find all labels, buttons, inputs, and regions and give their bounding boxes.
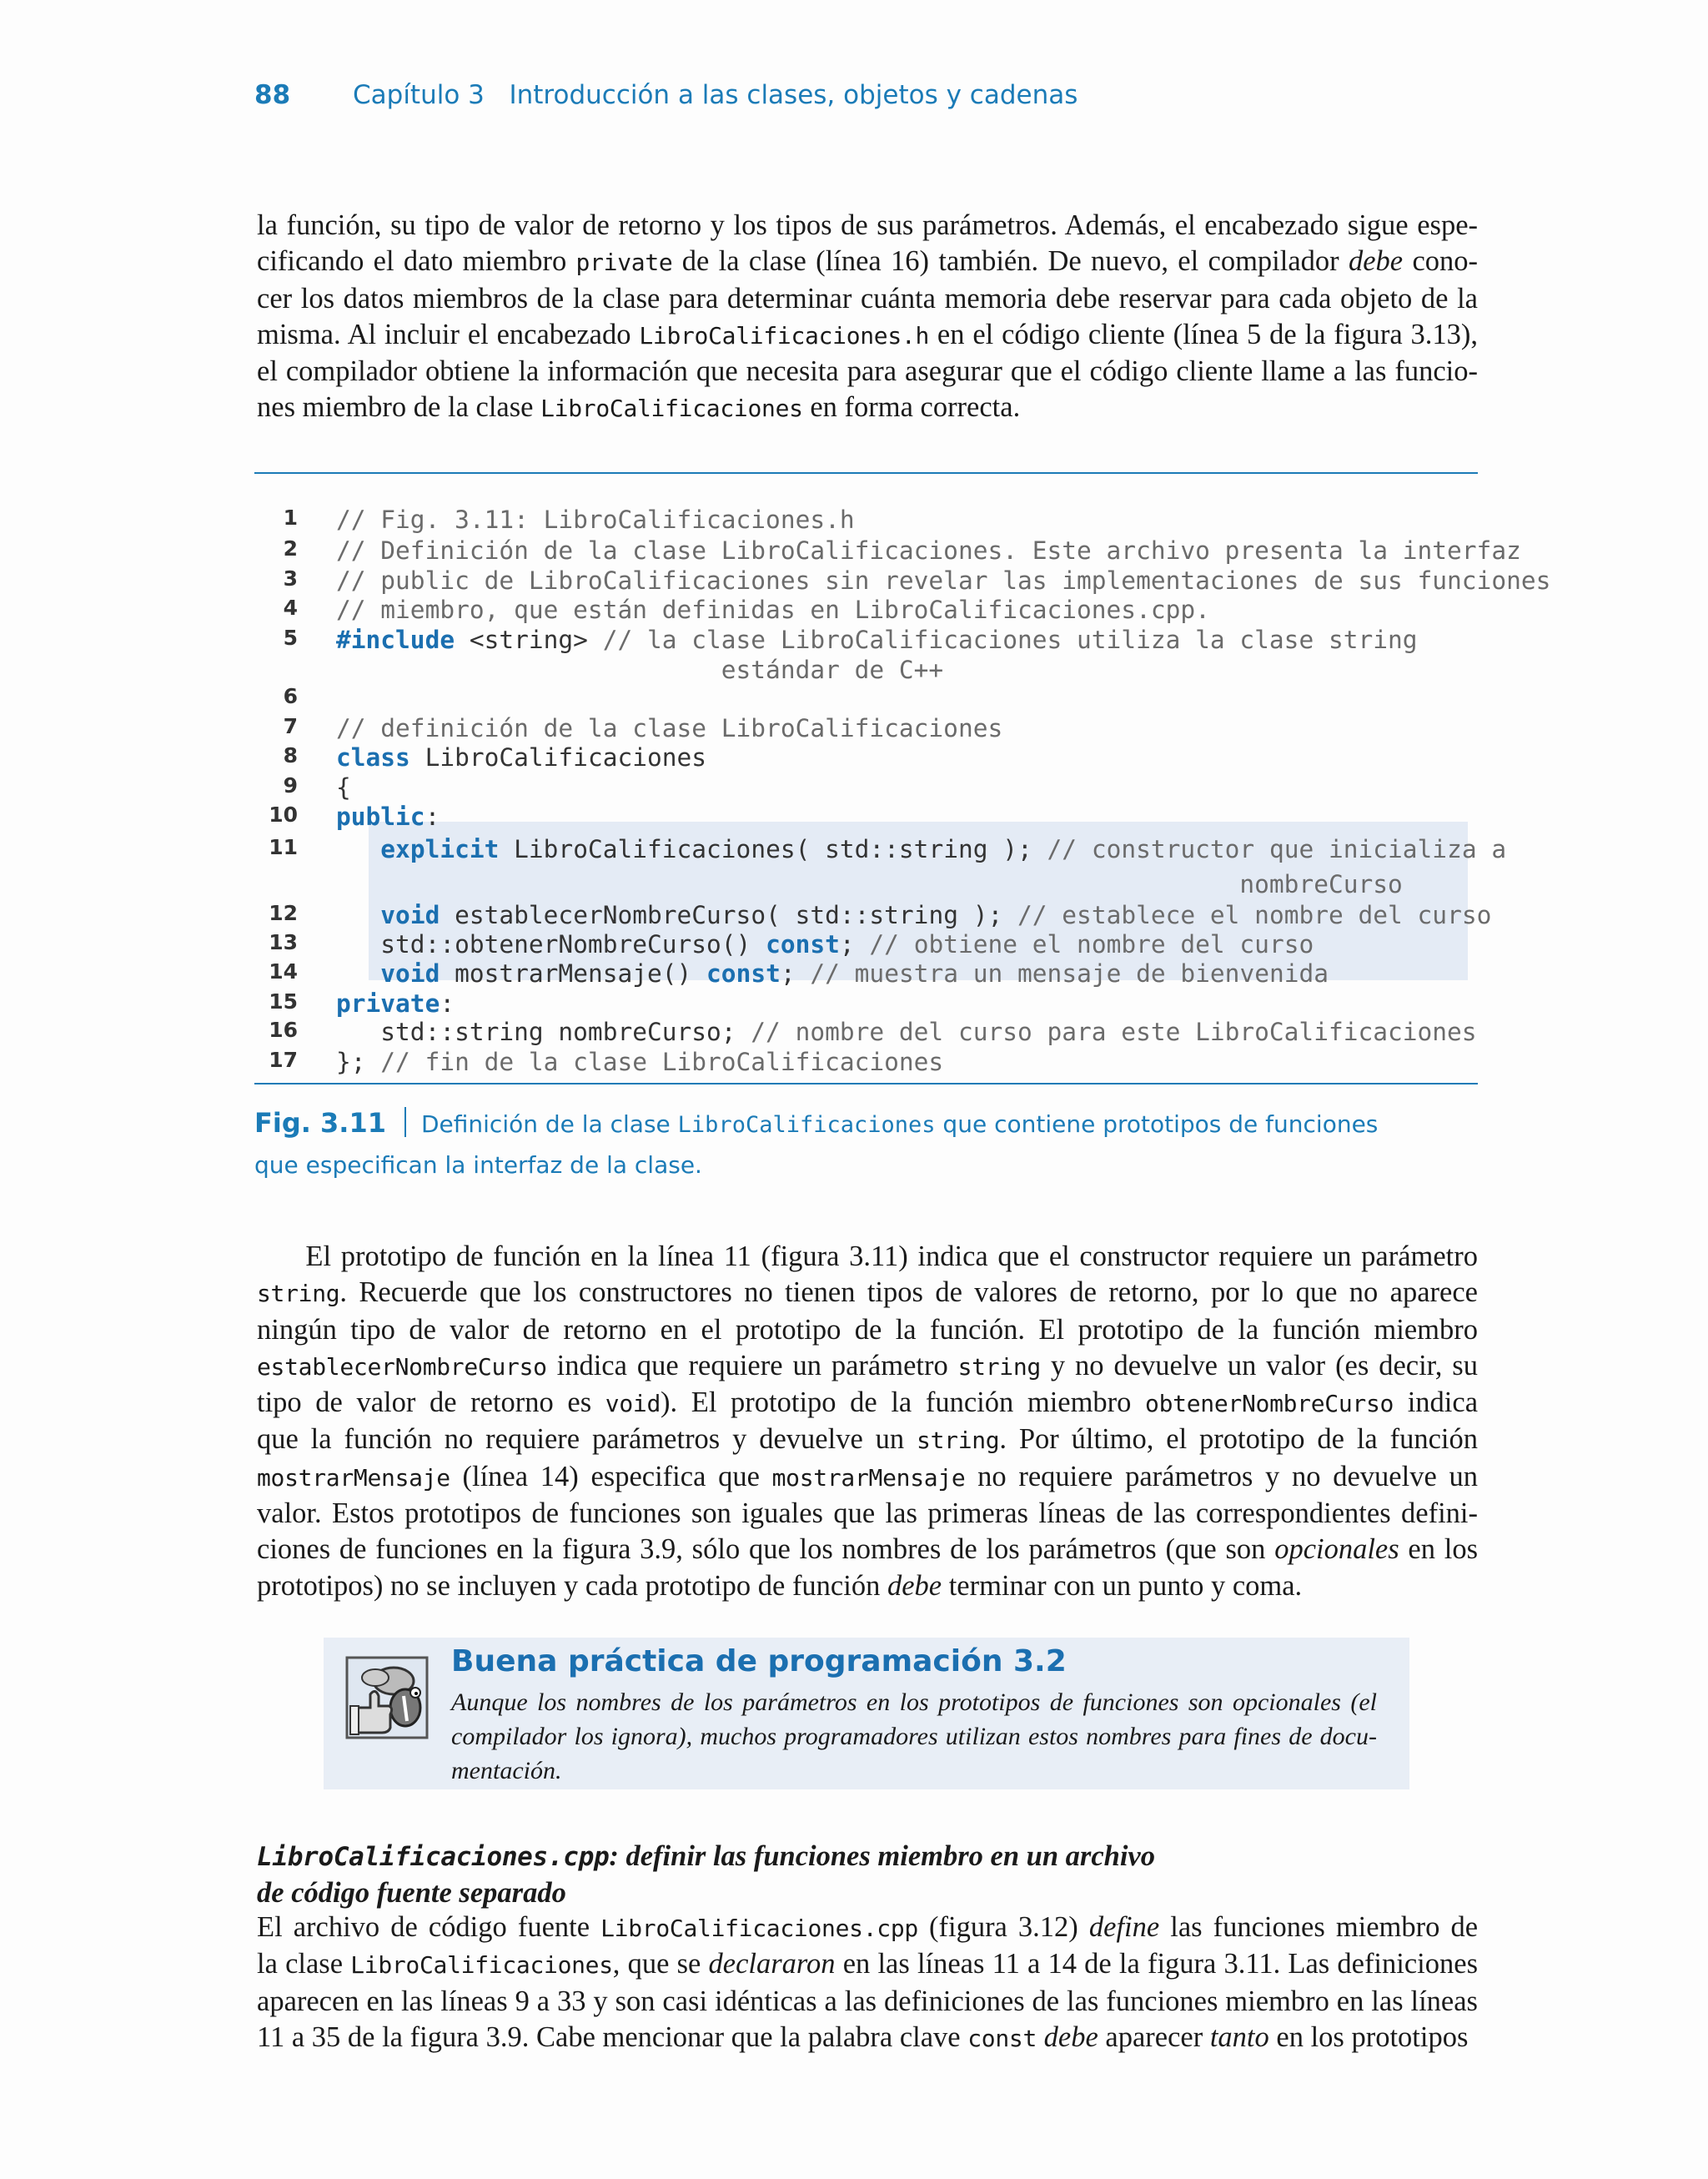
text-line <box>257 1532 1478 1568</box>
line-number: 11 <box>269 835 298 859</box>
emphasis: declararon <box>708 1948 836 1980</box>
code-keyword: const <box>706 959 781 988</box>
inline-code: establecerNombreCurso <box>257 1352 547 1381</box>
code-comment: // obtiene el nombre del curso <box>869 930 1314 959</box>
chapter-title: Introducción a las clases, objetos y cadenas <box>509 80 1078 110</box>
code-comment: // public de LibroCalificaciones sin revelar las implementaciones de sus funciones <box>336 566 1551 595</box>
line-number: 2 <box>283 536 298 561</box>
code-token: LibroCalificaciones <box>409 743 707 772</box>
text-run: El archivo de código fuente <box>257 1911 601 1943</box>
line-number: 5 <box>283 626 298 650</box>
code-top-rule <box>254 472 1478 474</box>
code-comment: nombreCurso <box>336 870 1403 898</box>
text-run: indica que requiere un parámetro <box>546 1349 958 1381</box>
text-line <box>257 2020 1478 2056</box>
code-token: : <box>440 989 455 1018</box>
line-number: 15 <box>269 989 298 1014</box>
text-line <box>257 1568 1478 1604</box>
code-keyword: explicit <box>380 835 500 863</box>
code-comment: // nombre del curso para este LibroCalificaciones <box>751 1018 1477 1046</box>
text-run: valor. Estos prototipos de funciones son iguales que las primeras líneas de las correspondientes defini- <box>257 1497 1478 1530</box>
line-number: 10 <box>269 803 298 827</box>
line-number: 8 <box>283 743 298 767</box>
text-run: cificando el dato miembro <box>257 245 576 278</box>
code-token: }; <box>336 1048 381 1076</box>
emphasis: debe <box>1348 245 1404 278</box>
code-comment: // miembro, que están definidas en LibroCalificaciones.cpp. <box>336 596 1210 624</box>
line-number: 12 <box>269 901 298 925</box>
figure-label: Fig. 3.11 <box>254 1107 386 1139</box>
code-comment: // Fig. 3.11: LibroCalificaciones.h <box>336 506 855 534</box>
code-token: ; <box>780 959 811 988</box>
section-heading-line-2: de código fuente separado <box>257 1877 566 1910</box>
inline-code: LibroCalificaciones.cpp <box>600 1915 918 1942</box>
code-keyword: class <box>336 743 410 772</box>
text-line <box>257 1385 1478 1422</box>
code-comment: // constructor que inicializa a <box>1047 835 1507 863</box>
code-comment: estándar de C++ <box>336 656 944 684</box>
code-text <box>336 506 855 534</box>
tip-line: mentación. <box>451 1757 562 1784</box>
page-number: 88 <box>254 80 291 110</box>
code-keyword: public <box>336 803 425 831</box>
line-number: 9 <box>283 773 298 798</box>
code-token: ; <box>839 930 870 959</box>
inline-code: LibroCalificaciones <box>350 1951 613 1980</box>
caption-text-after: que contiene prototipos de funciones <box>935 1110 1379 1138</box>
text-run: de la clase (línea 16) también. De nuevo, el compilador <box>672 245 1349 278</box>
code-text <box>336 566 1550 595</box>
text-run: la clase <box>257 1948 351 1980</box>
code-token: std::obtenerNombreCurso() <box>336 930 766 959</box>
code-text <box>336 773 351 802</box>
tip-line: Aunque los nombres de los parámetros en los prototipos de funciones son opcionales (el <box>451 1688 1377 1716</box>
text-run: en las líneas 11 a 14 de la figura 3.11. Las definiciones <box>835 1948 1478 1980</box>
code-keyword: const <box>766 930 840 959</box>
code-comment: // la clase LibroCalificaciones utiliza la clase string <box>602 626 1418 654</box>
text-line <box>257 1312 1478 1348</box>
section-heading-rest: : definir las funciones miembro en un archivo <box>609 1840 1155 1872</box>
code-bottom-rule <box>254 1083 1478 1084</box>
section-heading <box>257 1839 1341 1912</box>
code-comment: // establece el nombre del curso <box>1017 901 1492 929</box>
text-line <box>257 244 1478 280</box>
text-run: ). El prototipo de la función miembro <box>661 1386 1146 1419</box>
code-text <box>336 1018 1477 1046</box>
intro-paragraph <box>257 208 1478 427</box>
inline-code: mostrarMensaje <box>257 1463 450 1492</box>
text-line <box>257 317 1478 354</box>
code-token <box>336 959 380 988</box>
text-run: en forma correcta. <box>802 391 1021 424</box>
code-text <box>336 870 1403 898</box>
text-run: ningún tipo de valor de retorno en el prototipo de la función. El prototipo de la función miembro <box>257 1313 1478 1346</box>
text-line <box>257 281 1478 317</box>
text-run: misma. Al incluir el encabezado <box>257 318 640 350</box>
inline-code: private <box>575 249 673 277</box>
inline-code: LibroCalificaciones.h <box>639 321 930 350</box>
text-run: y no devuelve un valor (es decir, su <box>1040 1349 1478 1381</box>
text-run: aparecen en las líneas 9 a 33 y son casi idénticas a las definiciones de las funciones miembro en las líneas <box>257 1985 1478 2017</box>
line-number: 4 <box>283 596 298 620</box>
thumbs-up-bug-icon <box>345 1656 429 1739</box>
code-comment: // muestra un mensaje de bienvenida <box>810 959 1329 988</box>
text-line <box>257 1984 1478 2020</box>
text-run: cer los datos miembros de la clase para determinar cuánta memoria debe reservar para cada objeto de la <box>257 282 1478 315</box>
line-number: 16 <box>269 1018 298 1042</box>
code-text <box>336 626 1418 654</box>
running-head <box>254 80 1078 110</box>
section-heading-code: LibroCalificaciones.cpp <box>257 1842 610 1872</box>
tip-box <box>324 1638 1409 1789</box>
text-run: ciones de funciones en la figura 3.9, sólo que los nombres de los parámetros (que son <box>257 1533 1275 1566</box>
text-line <box>257 1422 1478 1458</box>
inline-code: string <box>957 1352 1041 1381</box>
code-text <box>336 803 440 831</box>
code-keyword: void <box>380 901 440 929</box>
text-run: en los prototipos <box>1268 2020 1469 2053</box>
code-keyword: #include <box>336 626 455 654</box>
text-run: en los <box>1399 1533 1479 1566</box>
text-line <box>257 390 1478 426</box>
caption-line-2: que especifican la interfaz de la clase. <box>254 1151 702 1179</box>
text-run: aparecer <box>1098 2020 1210 2053</box>
tip-body <box>451 1685 1377 1788</box>
chapter-label: Capítulo 3 <box>353 80 485 110</box>
line-number: 17 <box>269 1048 298 1072</box>
text-run: 11 a 35 de la figura 3.9. Cabe mencionar que la palabra clave <box>257 2020 968 2053</box>
inline-code: void <box>605 1390 661 1418</box>
code-text <box>336 743 706 772</box>
code-listing <box>254 487 1551 1076</box>
code-token <box>336 835 380 863</box>
inline-code: LibroCalificaciones <box>540 395 803 423</box>
text-run <box>1037 2021 1044 2053</box>
inline-code: string <box>257 1280 340 1308</box>
code-text <box>336 596 1210 624</box>
text-run: El prototipo de función en la línea 11 (figura 3.11) indica que el constructor requiere un parámetro <box>257 1240 1478 1272</box>
text-run: que la función no requiere parámetros y devuelve un <box>257 1423 917 1456</box>
text-run: . Por último, el prototipo de la función <box>999 1423 1478 1456</box>
text-run: terminar con un punto y coma. <box>942 1569 1303 1602</box>
text-line <box>257 208 1478 244</box>
text-run: cono- <box>1403 245 1478 278</box>
emphasis: debe <box>887 1569 942 1602</box>
text-run: (figura 3.12) <box>917 1911 1089 1943</box>
line-number: 7 <box>283 714 298 738</box>
line-number: 1 <box>283 506 298 530</box>
text-line <box>257 354 1478 390</box>
code-text <box>336 989 455 1018</box>
text-run: (línea 14) especifica que <box>450 1460 772 1492</box>
code-text <box>336 835 1506 863</box>
code-token: std::string nombreCurso; <box>336 1018 751 1046</box>
code-text <box>336 930 1314 959</box>
text-line <box>257 1459 1478 1496</box>
text-run: tipo de valor de retorno es <box>257 1386 605 1419</box>
code-comment: // definición de la clase LibroCalificaciones <box>336 714 1003 742</box>
code-token <box>336 901 380 929</box>
line-number: 6 <box>283 684 298 708</box>
code-keyword: private <box>336 989 440 1018</box>
caption-separator <box>404 1107 406 1137</box>
code-token: { <box>336 773 351 802</box>
tip-line: compilador los ignora), muchos programadores utilizan estos nombres para fines de docu- <box>451 1723 1377 1750</box>
text-line <box>257 1239 1478 1275</box>
text-line <box>257 1275 1478 1311</box>
code-token: <string> <box>455 626 603 654</box>
emphasis: tanto <box>1209 2020 1269 2053</box>
code-text <box>336 536 1521 565</box>
text-run: . Recuerde que los constructores no tienen tipos de valores de retorno, por lo que no aparece <box>339 1276 1478 1309</box>
text-line <box>257 1946 1478 1983</box>
figure-caption <box>254 1103 1378 1185</box>
code-token: LibroCalificaciones( std::string ); <box>499 835 1047 863</box>
final-paragraph <box>257 1910 1478 2056</box>
text-run: en el código cliente (línea 5 de la figura 3.13), <box>929 318 1478 350</box>
text-run: nes miembro de la clase <box>257 391 541 424</box>
inline-code: string <box>917 1427 1000 1455</box>
code-token: establecerNombreCurso( std::string ); <box>440 901 1018 929</box>
emphasis: define <box>1088 1911 1160 1943</box>
code-token: : <box>424 803 440 831</box>
line-number: 14 <box>269 959 298 984</box>
code-text <box>336 959 1329 988</box>
body-paragraph <box>257 1239 1478 1604</box>
code-comment: // Definición de la clase LibroCalificaciones. Este archivo presenta la interfaz <box>336 536 1521 565</box>
text-line <box>257 1348 1478 1385</box>
inline-code: const <box>967 2024 1037 2052</box>
code-keyword: void <box>380 959 440 988</box>
emphasis: debe <box>1043 2020 1098 2053</box>
code-token: mostrarMensaje() <box>440 959 707 988</box>
text-run: la función, su tipo de valor de retorno y los tipos de sus parámetros. Además, el encabezado sigue espe- <box>257 209 1478 241</box>
emphasis: opcionales <box>1274 1533 1399 1566</box>
inline-code: mostrarMensaje <box>771 1463 966 1492</box>
code-comment: // fin de la clase LibroCalificaciones <box>380 1048 944 1076</box>
code-text <box>336 901 1491 929</box>
text-run: las funciones miembro de <box>1159 1911 1479 1943</box>
text-run: no requiere parámetros y no devuelve un <box>965 1460 1478 1492</box>
code-text <box>336 714 1002 742</box>
text-run: el compilador obtiene la información que necesita para asegurar que el código cliente llame a las funcio- <box>257 355 1478 388</box>
inline-code: obtenerNombreCurso <box>1145 1390 1394 1418</box>
code-text <box>336 1048 943 1076</box>
line-number: 13 <box>269 930 298 954</box>
caption-text-before: Definición de la clase <box>420 1110 678 1138</box>
text-line <box>257 1910 1478 1946</box>
text-run: prototipos) no se incluyen y cada prototipo de función <box>257 1569 887 1602</box>
code-text <box>336 656 943 684</box>
caption-code: LibroCalificaciones <box>677 1112 936 1138</box>
text-line <box>257 1496 1478 1532</box>
line-number: 3 <box>283 566 298 591</box>
text-run: indica <box>1394 1386 1479 1419</box>
tip-title: Buena práctica de programación 3.2 <box>451 1644 1067 1678</box>
text-run: , que se <box>612 1948 709 1980</box>
